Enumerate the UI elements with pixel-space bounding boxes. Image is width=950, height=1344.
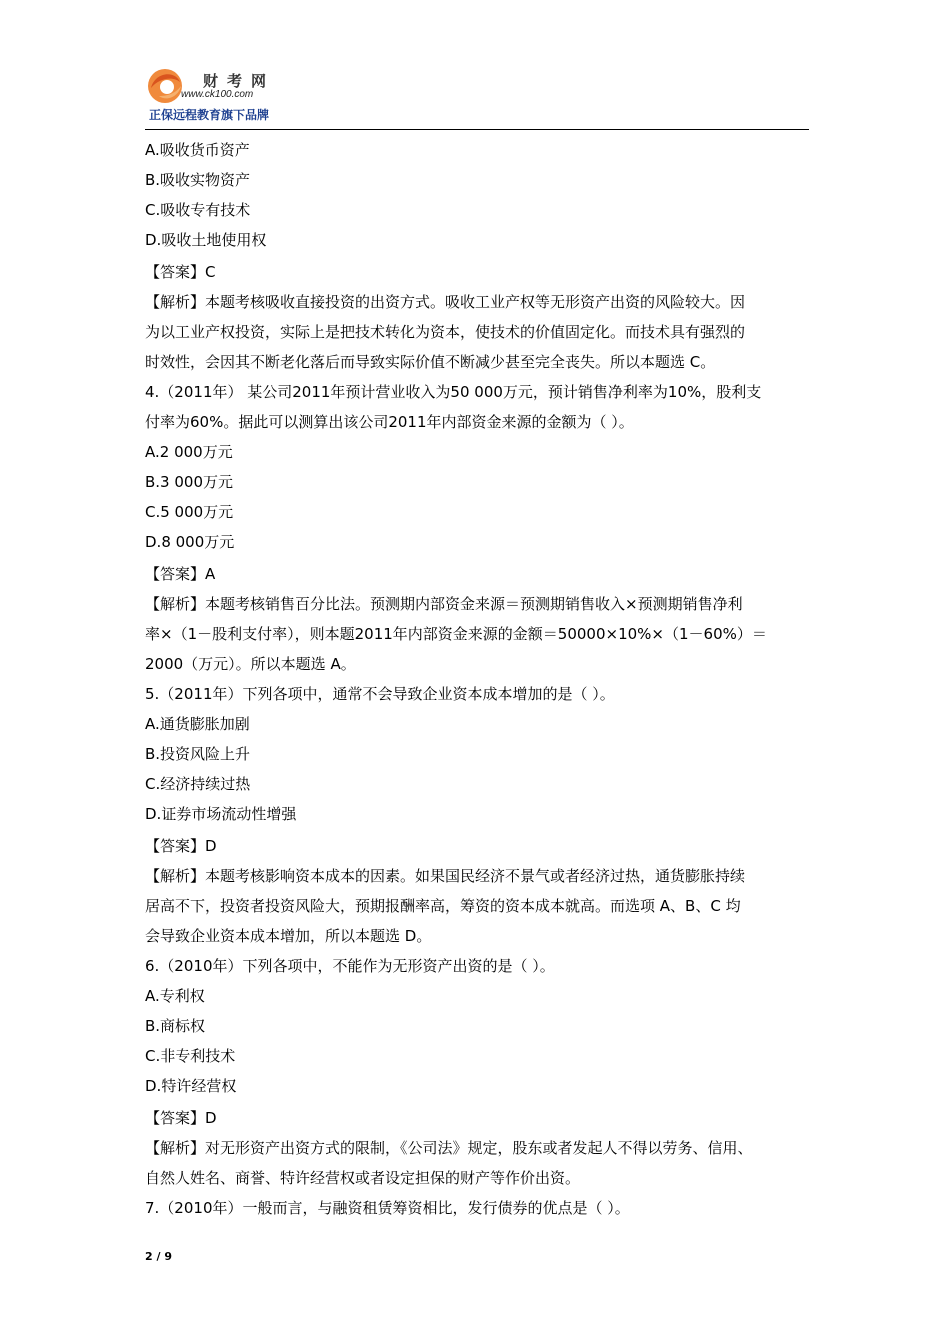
text-line: 7.（2010年）一般而言，与融资租赁筹资相比，发行债券的优点是（ ）。 [145,1199,630,1217]
text-line: A.吸收货币资产 [145,141,250,159]
text-line: A.2 000万元 [145,443,233,461]
text-line: 付率为60%。据此可以测算出该公司2011年内部资金来源的金额为（ ）。 [145,413,634,431]
text-line: 【答案】C [145,263,216,281]
text-line: 【答案】A [145,565,216,583]
brand-slogan: 正保远程教育旗下品牌 [149,108,270,122]
text-line: 为以工业产权投资，实际上是把技术转化为资本，使技术的价值固定化。而技术具有强烈的 [145,323,746,341]
text-line: B.投资风险上升 [145,745,251,763]
text-line: B.商标权 [145,1017,206,1035]
document-body [145,135,809,1223]
text-line: A.专利权 [145,987,205,1005]
header-divider [145,129,809,130]
text-line: 会导致企业资本成本增加，所以本题选 D。 [145,927,432,945]
text-line: 【答案】D [145,837,217,855]
logo-swirl-icon [145,66,185,106]
text-line: A.通货膨胀加剧 [145,715,250,733]
text-line: C.吸收专有技术 [145,201,251,219]
text-line: 4.（2011年） 某公司2011年预计营业收入为50 000万元，预计销售净利率为10%，股利支 [145,383,762,401]
text-line: 【解析】本题考核影响资本成本的因素。如果国民经济不景气或者经济过热，通货膨胀持续 [145,867,746,885]
text-line: 5.（2011年）下列各项中，通常不会导致企业资本成本增加的是（ ）。 [145,685,615,703]
text-line: 【解析】本题考核销售百分比法。预测期内部资金来源＝预测期销售收入×预测期销售净利 [145,595,743,613]
text-line: 2000（万元）。所以本题选 A。 [145,655,356,673]
header [145,66,809,130]
text-line: 【答案】D [145,1109,217,1127]
text-line: 率×（1－股利支付率），则本题2011年内部资金来源的金额＝50000×10%×（1－60%）＝ [145,625,767,643]
text-line: C.经济持续过热 [145,775,251,793]
text-line: D.证券市场流动性增强 [145,805,297,823]
text-line: D.特许经营权 [145,1077,237,1095]
brand-url: www.ck100.com [181,89,254,100]
text-line: D.吸收土地使用权 [145,231,267,249]
text-line: 【解析】对无形资产出资方式的限制，《公司法》规定，股东或者发起人不得以劳务、信用、 [145,1139,753,1157]
text-line: 居高不下，投资者投资风险大，预期报酬率高，筹资的资本成本就高。而选项 A、B、C 均 [145,897,741,915]
brand-name: 财考网 [203,72,276,90]
text-line: B.吸收实物资产 [145,171,251,189]
text-line: C.非专利技术 [145,1047,236,1065]
text-line: C.5 000万元 [145,503,234,521]
text-line: D.8 000万元 [145,533,235,551]
text-line: 时效性，会因其不断老化落后而导致实际价值不断减少甚至完全丧失。所以本题选 C。 [145,353,716,371]
text-line: 【解析】本题考核吸收直接投资的出资方式。吸收工业产权等无形资产出资的风险较大。因 [145,293,746,311]
text-line: B.3 000万元 [145,473,234,491]
text-line: 6.（2010年）下列各项中，不能作为无形资产出资的是（ ）。 [145,957,555,975]
text-line: 自然人姓名、商誉、特许经营权或者设定担保的财产等作价出资。 [145,1169,581,1187]
page-number: 2 / 9 [145,1250,172,1263]
